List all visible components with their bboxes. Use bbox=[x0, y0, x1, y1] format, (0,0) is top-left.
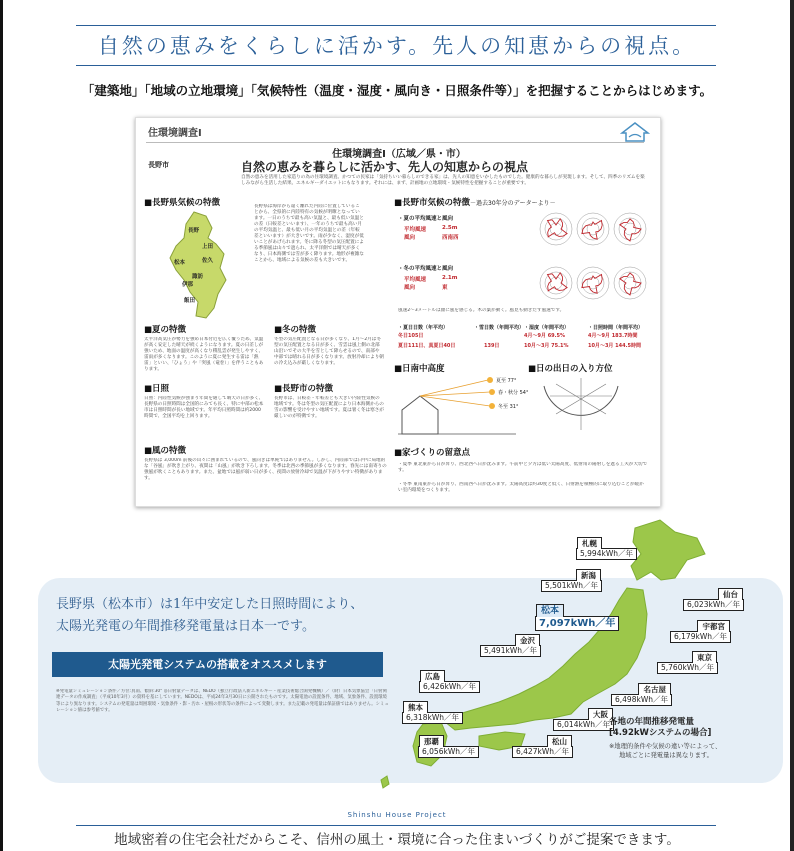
wind-rose bbox=[614, 213, 646, 245]
city-value: 5,994kWh／年 bbox=[580, 549, 633, 558]
header-top-rule bbox=[76, 25, 716, 26]
stat-snow-label: ・雪日数（年間平均） bbox=[474, 325, 525, 331]
house-logo-icon bbox=[620, 121, 650, 143]
map-legend-note bbox=[609, 742, 721, 760]
city-value-nagoya bbox=[611, 685, 672, 706]
section-summer: ■夏の特徴 bbox=[144, 325, 187, 335]
stat-winter-days: 冬日105日 bbox=[398, 333, 424, 339]
page-title: 自然の恵みをくらしに活かす。先人の知恵からの視点。 bbox=[97, 34, 697, 58]
city-value-naha bbox=[418, 737, 479, 758]
survey-document bbox=[135, 117, 661, 507]
section-nagano-city: ■長野市の特徴 bbox=[274, 384, 334, 394]
wind-rose bbox=[540, 213, 572, 245]
section-sunshine: ■日照 bbox=[144, 384, 170, 394]
winter-dir-label: 風向 bbox=[404, 285, 416, 291]
city-value-utsunomiya bbox=[670, 622, 731, 643]
winter-dir-value: 東 bbox=[442, 285, 448, 291]
city-value-hiroshima bbox=[419, 672, 480, 693]
city-name: 札幌 bbox=[577, 537, 602, 549]
stat-sunshine-a: 4月〜9月 183.7時間 bbox=[588, 333, 638, 339]
wind-note: 風速2〜3メートルは顔に風を感じる。木の葉が動く。風見も動きだす風速です。 bbox=[398, 308, 565, 313]
city-value: 5,491kWh／年 bbox=[484, 646, 537, 655]
section-design-notes: ■家づくりの留意点 bbox=[394, 448, 471, 458]
document-rule bbox=[146, 142, 644, 143]
city-value-kanazawa bbox=[480, 636, 541, 657]
winter-speed-label: 平均風速 bbox=[404, 277, 427, 283]
winter-speed-value: 2.1m bbox=[442, 275, 458, 281]
city-value: 6,498kWh／年 bbox=[615, 695, 668, 704]
wind-rose bbox=[577, 213, 609, 245]
city-value-tokyo bbox=[657, 653, 718, 674]
city-value: 6,179kWh／年 bbox=[674, 632, 727, 641]
summer-wind-label: ・夏の平均風速と風向 bbox=[398, 216, 454, 222]
place-label: 伊那 bbox=[182, 282, 194, 288]
city-value: 5,760kWh／年 bbox=[661, 663, 714, 672]
document-tab-title: 住環境調査Ⅰ bbox=[148, 128, 202, 139]
city-climate-note: －過去30年分のデーターより－ bbox=[470, 200, 556, 207]
stat-summer-days: 夏日111日、真夏日40日 bbox=[398, 343, 456, 349]
city-name: 東京 bbox=[692, 651, 717, 663]
recommend-banner: 太陽光発電システムの搭載をオススメします bbox=[52, 652, 383, 677]
city-name: 熊本 bbox=[403, 701, 428, 713]
design-note-winter: ・冬季 東南東から日が昇り、西南西へ日が沈みます。太陽高度は約30度と低く、日射熱を積極的に取り込むことが暖かい室内環境をつくります。 bbox=[398, 482, 644, 493]
city-value: 6,056kWh／年 bbox=[422, 747, 475, 756]
stat-humidity-label: ・湿度（年間平均） bbox=[524, 325, 570, 331]
city-name: 新潟 bbox=[576, 569, 601, 581]
city-value-sendai bbox=[683, 590, 744, 611]
simulation-notes: ※発電量シミュレーション条件／方位:真南、傾斜:30° ◎日射量データは、NEDO（独立行政法人新エネルギー・産業技術総合開発機構）／（財）日本気象協会「日射関連データの作成調査」（平成10年3月）の資料を基にしています。NEDOは、平成24年3月30日に公開されたものです。太陽電池の設置条件、地域、気象条件、設置環境等により異なります。システムの発電量は周囲環境・気象条件・影・汚れ・屋根の形状等の条件によって変動します。また記載の発電量は保証値ではありません。シミュレーション値は参考値です。 bbox=[56, 689, 389, 713]
footer-brand: Shinshu House Project bbox=[347, 811, 447, 819]
left-edge-bar bbox=[0, 0, 3, 851]
stat-sunshine-label: ・日照時間（年間平均） bbox=[588, 325, 644, 331]
sun-path-diagram bbox=[536, 374, 626, 436]
city-value: 6,318kWh／年 bbox=[406, 713, 459, 722]
city-value-niigata bbox=[541, 571, 602, 592]
city-name: 松山 bbox=[547, 735, 572, 747]
wind-rose-charts bbox=[536, 211, 651, 319]
section-sun-altitude: ■日南中高度 bbox=[394, 364, 445, 374]
legend-note-line1: ※地理的条件や気候の違い等によって、 bbox=[609, 743, 722, 750]
wind-text: 長野県は 3,000m 前後の山々に囲まれているので、風向きは単純ではありません。しかし、内陸部では日中に局地的な「谷風」が吹き上がり、夜間は「山風」が吹き下ろします。冬季は北西の季節風が多くなります。春先には南寄りの強風が吹くこともあります。また、盆地では風が弱い日が多く、夜間の放射冷却で気温が下がりやすい特徴があります。 bbox=[144, 458, 387, 481]
stat-humidity-a: 4月〜9月 69.5% bbox=[524, 333, 566, 339]
section-city-climate bbox=[394, 196, 556, 208]
city-value: 7,097kWh／年 bbox=[539, 618, 616, 629]
city-value: 5,501kWh／年 bbox=[545, 581, 598, 590]
legend-title-line1: 各地の年間推移発電量 bbox=[609, 717, 695, 727]
claim-line-2: 太陽光発電の年間推移発電量は日本一です。 bbox=[56, 619, 315, 634]
place-label: 松本 bbox=[174, 260, 186, 266]
city-name: 宇都宮 bbox=[697, 620, 730, 632]
place-label: 諏訪 bbox=[192, 274, 204, 280]
city-name: 名古屋 bbox=[638, 683, 671, 695]
city-value-osaka bbox=[553, 710, 614, 731]
summer-speed-value: 2.5m bbox=[442, 225, 458, 231]
right-edge-bar bbox=[790, 0, 794, 851]
city-name: 広島 bbox=[420, 670, 445, 682]
place-label: 佐久 bbox=[202, 258, 214, 264]
place-label: 上田 bbox=[202, 244, 214, 250]
map-legend-title bbox=[609, 717, 711, 739]
city-name: 金沢 bbox=[515, 634, 540, 646]
city-name: 仙台 bbox=[718, 588, 743, 600]
wind-rose bbox=[577, 267, 609, 299]
place-label: 飯田 bbox=[184, 298, 196, 304]
section-sunrise-sunset: ■日の出日の入り方位 bbox=[528, 364, 613, 374]
nagano-solar-claim bbox=[56, 594, 363, 638]
stat-snow: 139日 bbox=[484, 343, 500, 349]
summer-text: 太平洋高気圧が勢力を強め日本付近を広く覆うため、気温が高く安定した晴天が続くようになります。夏の日差しが強いため、地面の温度が高くなり積乱雲が発生しやすく、雷雨が多くなります。このように夏に発生する雷は「熱雷」といい、「ひょう」や「突風（竜巻）」を伴うこともあります。 bbox=[144, 337, 264, 372]
place-label: 長野 bbox=[188, 228, 200, 234]
altitude-summer: 夏至 77° bbox=[496, 378, 517, 384]
legend-note-line2: 地域ごとに発電量は異なります。 bbox=[619, 752, 713, 759]
city-name: 那覇 bbox=[419, 735, 444, 747]
city-value-matsuyama bbox=[512, 737, 573, 758]
wind-rose bbox=[614, 267, 646, 299]
city-name: 松本 bbox=[536, 604, 564, 617]
claim-line-1: 長野県（松本市）は1年中安定した日照時間により、 bbox=[56, 597, 364, 612]
section-winter: ■冬の特徴 bbox=[274, 325, 317, 335]
footer-rule bbox=[76, 825, 716, 826]
wind-rose bbox=[540, 267, 572, 299]
summer-dir-label: 風向 bbox=[404, 235, 416, 241]
city-name: 大阪 bbox=[588, 708, 613, 720]
altitude-winter: 冬至 31° bbox=[498, 404, 519, 410]
summer-dir-value: 西南西 bbox=[442, 235, 459, 241]
intro-text: 「建築地」「地域の立地環境」「気候特性（温度・湿度・風向き・日照条件等）」を把握することからはじめます。 bbox=[81, 83, 713, 98]
stat-humidity-b: 10月〜3月 75.1% bbox=[524, 343, 569, 349]
section-pref-climate: ■長野県気候の特徴 bbox=[144, 198, 221, 208]
winter-text: 冬型の気圧配置となる日が多くなり、1月〜2月は冬型の気圧配置となる日が多く、雪雲は風上側の北部山沿いでその大半を雪として降らせるので、南部や中部では晴れる日が多くなります。放射冷却により朝の冷え込みが厳しくなります。 bbox=[274, 337, 384, 366]
sunshine-text: 日照：内陸性気候が強まり年間を通して晴天の日が多く、長野県の日照時間は全国的にみても長く、特に中部の松本市は日照時間が長い地域です。年平均日照時間は約2000時間で、全国平均を上回ります。 bbox=[144, 396, 264, 419]
nagano-city-text: 長野市は、日較差・年較差とも大きい内陸性気候の地域です。冬は冬型の気圧配置により日本海側からの雪の影響を受けやすい地域です。夏は暑く冬は寒さが厳しいのが特徴です。 bbox=[274, 396, 384, 419]
section-wind: ■風の特徴 bbox=[144, 446, 187, 456]
altitude-equinox: 春・秋分 54° bbox=[498, 390, 529, 396]
city-value-kumamoto bbox=[402, 703, 463, 724]
footer-text: 地域密着の住宅会社だからこそ、信州の風土・環境に合った住まいづくりがご提案できます。 bbox=[114, 832, 680, 848]
design-note-summer: ・夏季 東北東から日が昇り、西北西へ日が沈みます。午前中と夕方は低い太陽高度、低射角の陽射しを遮る工夫が大切です。 bbox=[398, 462, 648, 473]
city-value-sapporo bbox=[576, 539, 637, 560]
summer-speed-label: 平均風速 bbox=[404, 227, 427, 233]
legend-title-line2: [4.92kWシステムの場合] bbox=[609, 728, 712, 738]
header-bottom-rule bbox=[76, 65, 716, 66]
document-city: 長野市 bbox=[148, 161, 169, 169]
winter-wind-label: ・冬の平均風速と風向 bbox=[398, 266, 454, 272]
city-value: 6,014kWh／年 bbox=[557, 720, 610, 729]
stat-sunshine-b: 10月〜3月 144.5時間 bbox=[588, 343, 641, 349]
document-heading: 自然の恵みを暮らしに活かす、先人の知恵からの視点 bbox=[241, 160, 529, 174]
document-title: 住環境調査Ⅰ（広域／県・市） bbox=[332, 149, 466, 160]
pref-climate-text: 長野県は海岸から遠く離れた内陸に位置していることから、全県的に内陸特有の気候が明瞭となっています。一日のうちで最も高い気温と、最も低い気温との差（日較差といいます）、一年のうちで最も高い月の平均気温と、最も低い月の平均気温との差（年較差といいます）が大きいです。雨が少なく、湿度が低いことがあげられます。冬に降る冬型の気圧配置による季節風は山々で遮られ、太平洋側では晴天が多くなり、日本海側では雪が多く降ります。地形が複雑なことから、地域による気候の差も大きいです。 bbox=[254, 204, 364, 263]
city-value: 6,426kWh／年 bbox=[423, 682, 476, 691]
city-value: 6,427kWh／年 bbox=[516, 747, 569, 756]
city-climate-title: ■長野市気候の特徴 bbox=[394, 198, 471, 208]
city-value: 6,023kWh／年 bbox=[687, 600, 740, 609]
document-subtitle: 自然の恵みを活用した家造りの為の住環境調査。かつての民家は「気持ちいい暮らしのできる家」は、先人の知恵をいかしたものでした。健康的な暮らしが実現します。そして、四季のリズムを楽しみながら生活した結果、エネルギーダイエットにもなります。それには、まず、計画地の立地環境・気候特性を把握することが重要です。 bbox=[241, 175, 645, 186]
stat-summer-days-label: ・夏日日数（年平均） bbox=[398, 325, 449, 331]
city-value-matsumoto bbox=[535, 606, 619, 631]
